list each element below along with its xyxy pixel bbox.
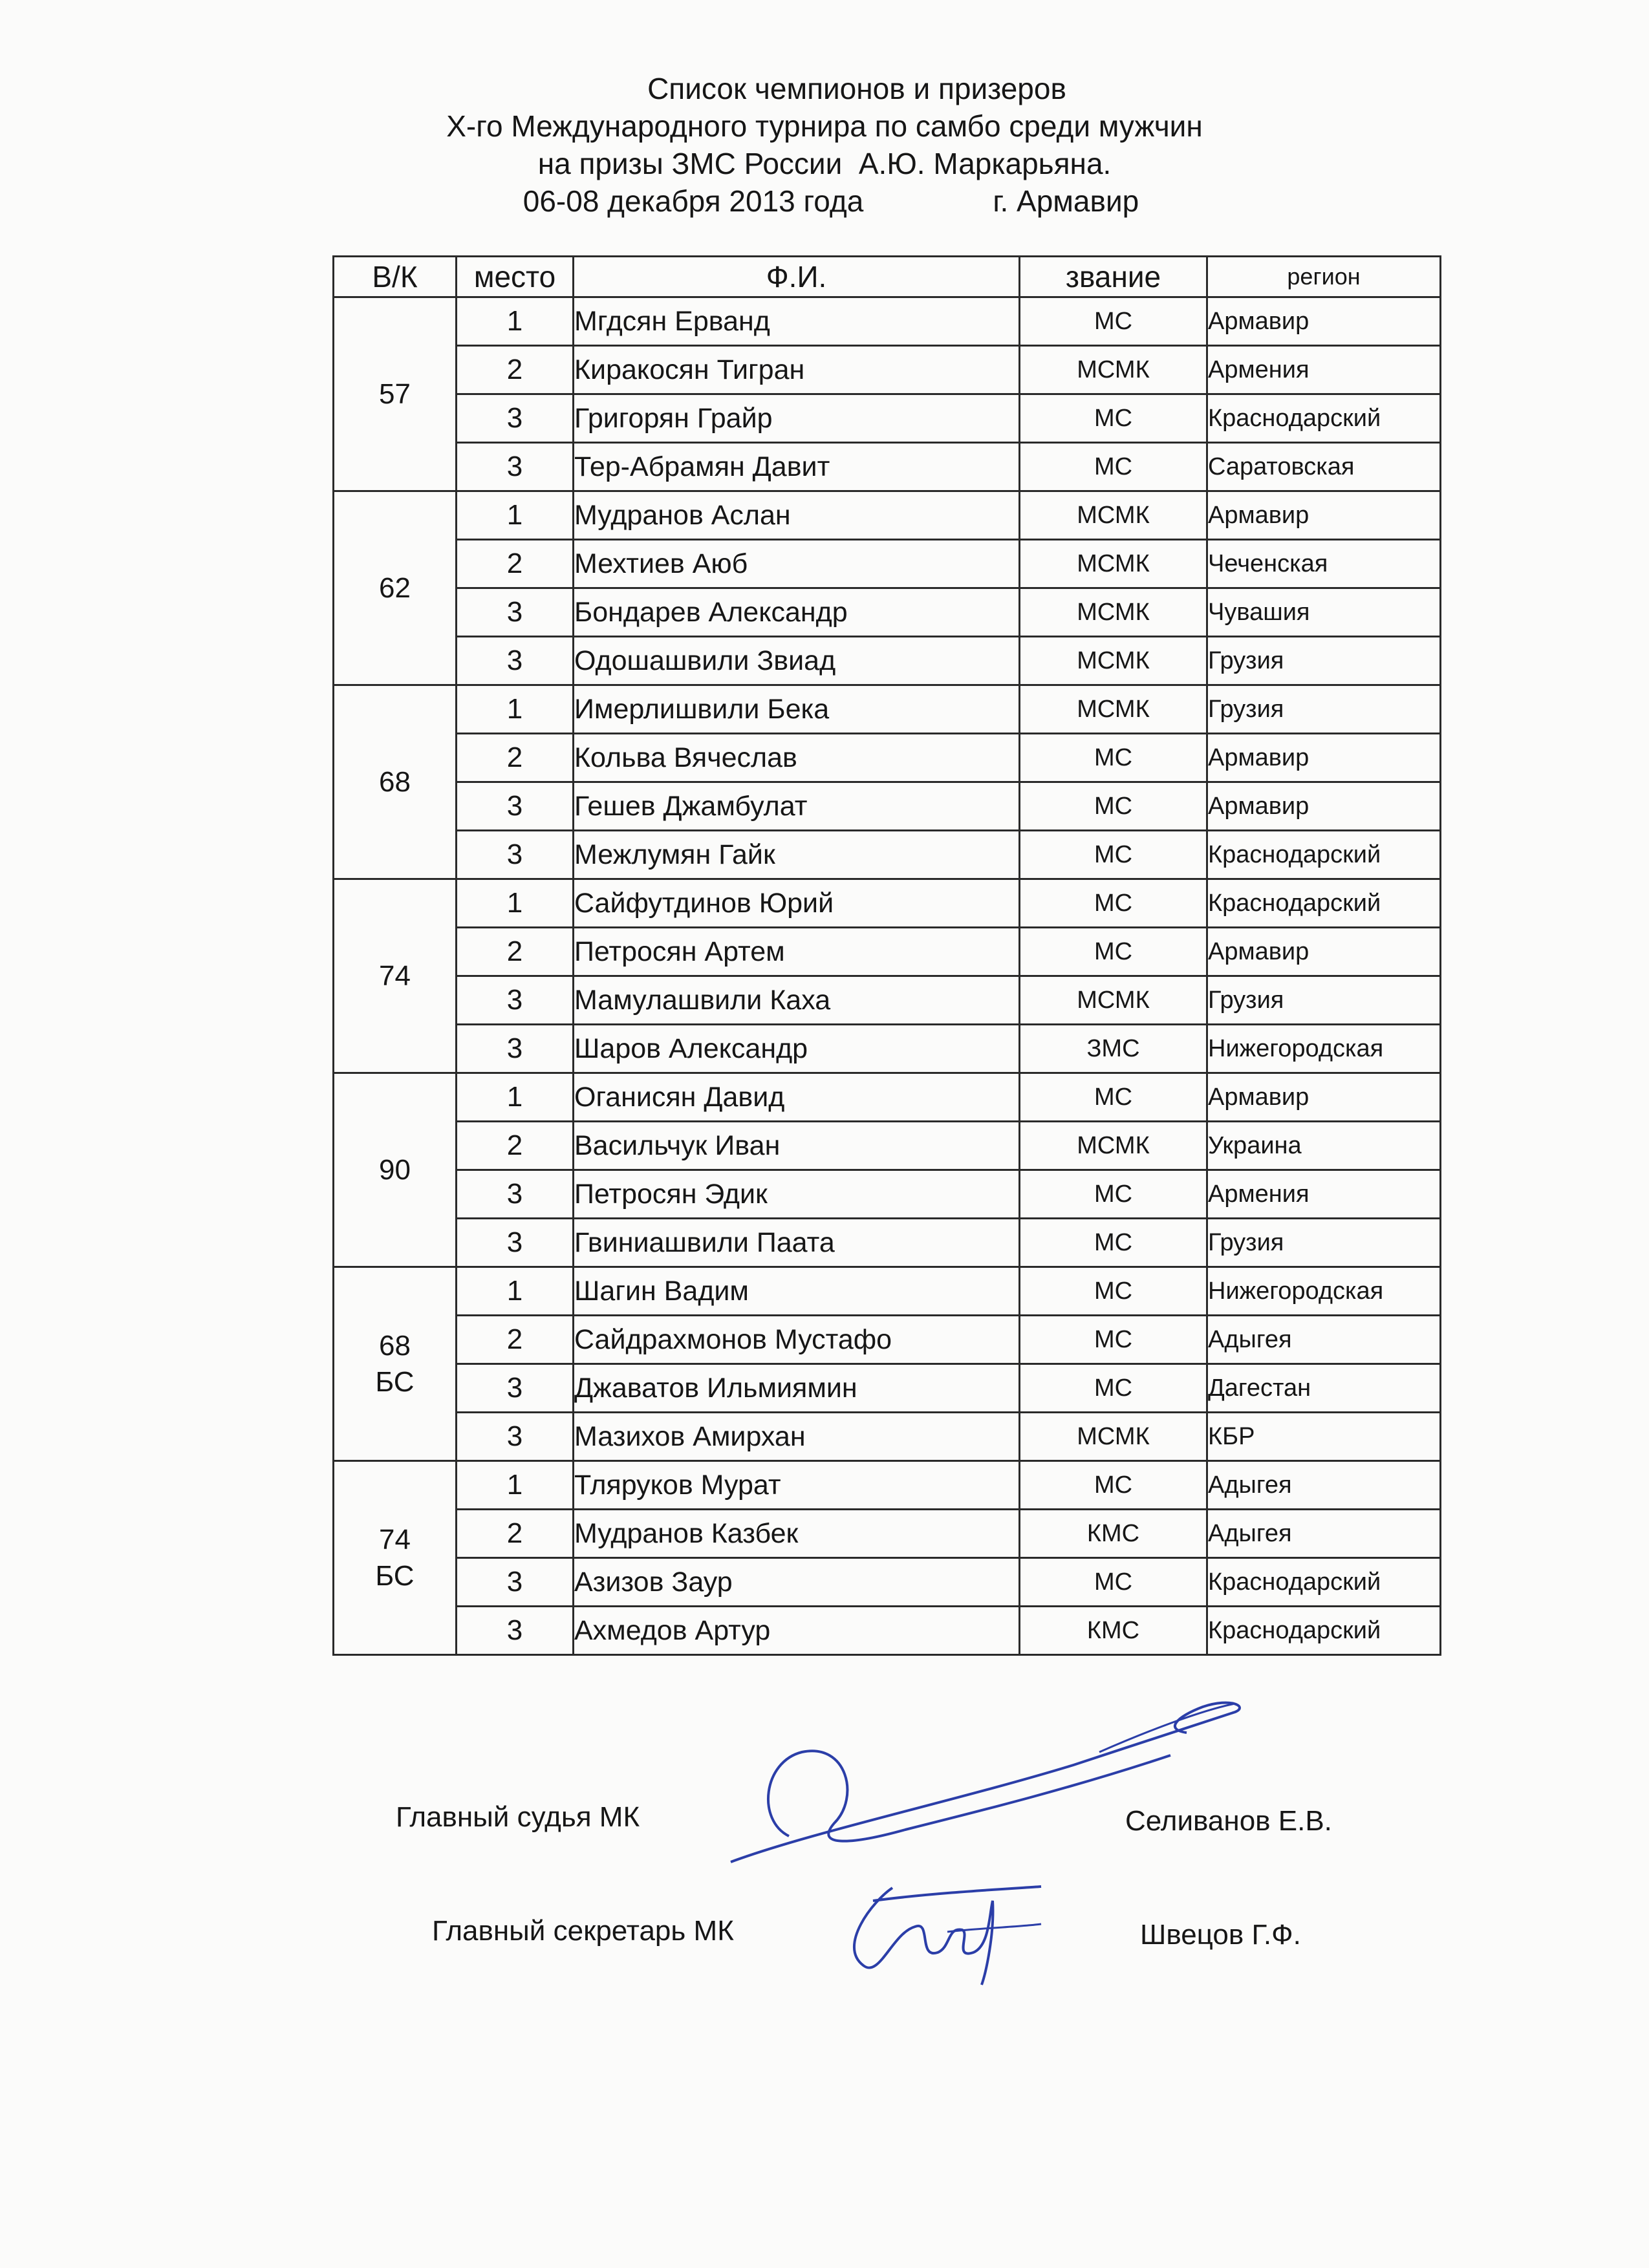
title-line-1: Список чемпионов и призеров: [647, 72, 1066, 105]
header-weight-class: В/К: [334, 257, 457, 297]
weight-class-value: 90: [379, 1153, 411, 1186]
results-table: [332, 255, 1441, 1656]
region-cell: Краснодарский: [1207, 394, 1441, 443]
place-cell: 3: [457, 443, 574, 491]
place-cell: 3: [457, 1558, 574, 1607]
judge-title: Главный судья МК: [396, 1801, 640, 1833]
table-row: [334, 928, 1441, 976]
table-row: [334, 1607, 1441, 1655]
name-cell: Джаватов Ильмиямин: [574, 1364, 1020, 1413]
name-cell: Гвиниашвили Паата: [574, 1219, 1020, 1267]
name-cell: Азизов Заур: [574, 1558, 1020, 1607]
weight-class-cell: [334, 297, 457, 491]
place-cell: 3: [457, 1170, 574, 1219]
place-cell: 3: [457, 1364, 574, 1413]
place-cell: 3: [457, 1607, 574, 1655]
header-name: Ф.И.: [574, 257, 1020, 297]
rank-cell: КМС: [1020, 1607, 1207, 1655]
document-title: [0, 70, 1649, 220]
table-row: [334, 1073, 1441, 1122]
rank-cell: МСМК: [1020, 637, 1207, 685]
weight-class-cell: [334, 491, 457, 685]
name-cell: Оганисян Давид: [574, 1073, 1020, 1122]
region-cell: Армавир: [1207, 491, 1441, 540]
rank-cell: МСМК: [1020, 491, 1207, 540]
table-row: [334, 734, 1441, 782]
region-cell: Грузия: [1207, 1219, 1441, 1267]
rank-cell: МСМК: [1020, 346, 1207, 394]
table-row: [334, 443, 1441, 491]
rank-cell: МС: [1020, 443, 1207, 491]
place-cell: 3: [457, 782, 574, 831]
region-cell: Адыгея: [1207, 1510, 1441, 1558]
secretary-name: Швецов Г.Ф.: [1140, 1919, 1301, 1951]
title-line-3: на призы ЗМС России А.Ю. Маркарьяна.: [537, 147, 1112, 180]
rank-cell: МС: [1020, 1461, 1207, 1510]
region-cell: Краснодарский: [1207, 1558, 1441, 1607]
rank-cell: МСМК: [1020, 1413, 1207, 1461]
table-row: [334, 394, 1441, 443]
weight-class-value: 74: [379, 1523, 411, 1556]
rank-cell: МС: [1020, 831, 1207, 879]
place-cell: 2: [457, 1122, 574, 1170]
rank-cell: МС: [1020, 782, 1207, 831]
region-cell: Дагестан: [1207, 1364, 1441, 1413]
table-row: [334, 297, 1441, 346]
results-body: [334, 297, 1441, 1655]
name-cell: Мехтиев Аюб: [574, 540, 1020, 588]
rank-cell: МСМК: [1020, 588, 1207, 637]
place-cell: 2: [457, 540, 574, 588]
table-row: [334, 346, 1441, 394]
table-row: [334, 1413, 1441, 1461]
table-row: [334, 685, 1441, 734]
rank-cell: МС: [1020, 1316, 1207, 1364]
table-row: [334, 976, 1441, 1025]
region-cell: Украина: [1207, 1122, 1441, 1170]
judge-signature: [711, 1681, 1261, 1875]
rank-cell: МС: [1020, 1558, 1207, 1607]
table-row: [334, 782, 1441, 831]
table-row: [334, 540, 1441, 588]
header-rank: звание: [1020, 257, 1207, 297]
name-cell: Петросян Эдик: [574, 1170, 1020, 1219]
table-row: [334, 1122, 1441, 1170]
rank-cell: МСМК: [1020, 976, 1207, 1025]
weight-class-suffix: БС: [375, 1365, 415, 1398]
name-cell: Одошашвили Звиад: [574, 637, 1020, 685]
place-cell: 2: [457, 928, 574, 976]
table-row: [334, 1219, 1441, 1267]
place-cell: 3: [457, 1025, 574, 1073]
place-cell: 3: [457, 1219, 574, 1267]
header-region: регион: [1207, 257, 1441, 297]
rank-cell: КМС: [1020, 1510, 1207, 1558]
place-cell: 1: [457, 1461, 574, 1510]
name-cell: Имерлишвили Бека: [574, 685, 1020, 734]
table-header-row: [334, 257, 1441, 297]
weight-class-cell: [334, 1267, 457, 1461]
table-row: [334, 1364, 1441, 1413]
name-cell: Мазихов Амирхан: [574, 1413, 1020, 1461]
region-cell: Армавир: [1207, 1073, 1441, 1122]
region-cell: КБР: [1207, 1413, 1441, 1461]
region-cell: Нижегородская: [1207, 1025, 1441, 1073]
event-date: 06-08 декабря 2013 года: [523, 184, 864, 218]
name-cell: Гешев Джамбулат: [574, 782, 1020, 831]
weight-class-cell: [334, 1461, 457, 1655]
table-row: [334, 1461, 1441, 1510]
rank-cell: МС: [1020, 297, 1207, 346]
name-cell: Григорян Грайр: [574, 394, 1020, 443]
event-city: г. Армавир: [993, 184, 1139, 218]
weight-class-cell: [334, 1073, 457, 1267]
place-cell: 3: [457, 637, 574, 685]
region-cell: Краснодарский: [1207, 1607, 1441, 1655]
rank-cell: МС: [1020, 1170, 1207, 1219]
table-row: [334, 637, 1441, 685]
place-cell: 2: [457, 1316, 574, 1364]
name-cell: Тляруков Мурат: [574, 1461, 1020, 1510]
table-row: [334, 879, 1441, 928]
rank-cell: ЗМС: [1020, 1025, 1207, 1073]
table-row: [334, 1267, 1441, 1316]
rank-cell: МС: [1020, 1364, 1207, 1413]
table-row: [334, 491, 1441, 540]
region-cell: Краснодарский: [1207, 879, 1441, 928]
place-cell: 1: [457, 491, 574, 540]
name-cell: Сайдрахмонов Мустафо: [574, 1316, 1020, 1364]
name-cell: Сайфутдинов Юрий: [574, 879, 1020, 928]
name-cell: Киракосян Тигран: [574, 346, 1020, 394]
place-cell: 3: [457, 394, 574, 443]
name-cell: Ахмедов Артур: [574, 1607, 1020, 1655]
place-cell: 2: [457, 734, 574, 782]
table-row: [334, 588, 1441, 637]
region-cell: Краснодарский: [1207, 831, 1441, 879]
table-row: [334, 831, 1441, 879]
region-cell: Армавир: [1207, 782, 1441, 831]
weight-class-value: 68: [379, 765, 411, 798]
region-cell: Армавир: [1207, 297, 1441, 346]
region-cell: Армения: [1207, 1170, 1441, 1219]
rank-cell: МС: [1020, 1073, 1207, 1122]
name-cell: Бондарев Александр: [574, 588, 1020, 637]
weight-class-cell: [334, 685, 457, 879]
region-cell: Саратовская: [1207, 443, 1441, 491]
header-place: место: [457, 257, 574, 297]
name-cell: Межлумян Гайк: [574, 831, 1020, 879]
place-cell: 1: [457, 1267, 574, 1316]
name-cell: Мамулашвили Каха: [574, 976, 1020, 1025]
region-cell: Грузия: [1207, 637, 1441, 685]
region-cell: Нижегородская: [1207, 1267, 1441, 1316]
region-cell: Чувашия: [1207, 588, 1441, 637]
name-cell: Шагин Вадим: [574, 1267, 1020, 1316]
weight-class-cell: [334, 879, 457, 1073]
rank-cell: МСМК: [1020, 540, 1207, 588]
place-cell: 2: [457, 1510, 574, 1558]
table-row: [334, 1170, 1441, 1219]
weight-class-value: 57: [379, 378, 411, 410]
rank-cell: МСМК: [1020, 1122, 1207, 1170]
rank-cell: МСМК: [1020, 685, 1207, 734]
region-cell: Армавир: [1207, 734, 1441, 782]
weight-class-value: 74: [379, 959, 411, 992]
rank-cell: МС: [1020, 1219, 1207, 1267]
weight-class-suffix: БС: [375, 1559, 415, 1592]
rank-cell: МС: [1020, 879, 1207, 928]
place-cell: 2: [457, 346, 574, 394]
region-cell: Армения: [1207, 346, 1441, 394]
region-cell: Грузия: [1207, 976, 1441, 1025]
region-cell: Адыгея: [1207, 1461, 1441, 1510]
place-cell: 1: [457, 685, 574, 734]
place-cell: 1: [457, 1073, 574, 1122]
judge-name: Селиванов Е.В.: [1125, 1805, 1332, 1837]
secretary-title: Главный секретарь МК: [432, 1915, 734, 1947]
table-row: [334, 1316, 1441, 1364]
title-line-2: X-го Международного турнира по самбо среди мужчин: [446, 109, 1203, 143]
place-cell: 1: [457, 297, 574, 346]
place-cell: 3: [457, 831, 574, 879]
name-cell: Мудранов Аслан: [574, 491, 1020, 540]
region-cell: Адыгея: [1207, 1316, 1441, 1364]
name-cell: Мгдсян Ерванд: [574, 297, 1020, 346]
place-cell: 3: [457, 1413, 574, 1461]
table-row: [334, 1025, 1441, 1073]
region-cell: Армавир: [1207, 928, 1441, 976]
region-cell: Чеченская: [1207, 540, 1441, 588]
title-date-line: [13, 182, 1649, 220]
name-cell: Шаров Александр: [574, 1025, 1020, 1073]
place-cell: 3: [457, 588, 574, 637]
name-cell: Кольва Вячеслав: [574, 734, 1020, 782]
table-row: [334, 1510, 1441, 1558]
table-row: [334, 1558, 1441, 1607]
rank-cell: МС: [1020, 928, 1207, 976]
rank-cell: МС: [1020, 394, 1207, 443]
rank-cell: МС: [1020, 1267, 1207, 1316]
name-cell: Петросян Артем: [574, 928, 1020, 976]
weight-class-value: 62: [379, 572, 411, 604]
rank-cell: МС: [1020, 734, 1207, 782]
region-cell: Грузия: [1207, 685, 1441, 734]
secretary-signature: [834, 1875, 1048, 1991]
name-cell: Мудранов Казбек: [574, 1510, 1020, 1558]
name-cell: Тер-Абрамян Давит: [574, 443, 1020, 491]
place-cell: 3: [457, 976, 574, 1025]
place-cell: 1: [457, 879, 574, 928]
weight-class-value: 68: [379, 1329, 411, 1362]
name-cell: Васильчук Иван: [574, 1122, 1020, 1170]
